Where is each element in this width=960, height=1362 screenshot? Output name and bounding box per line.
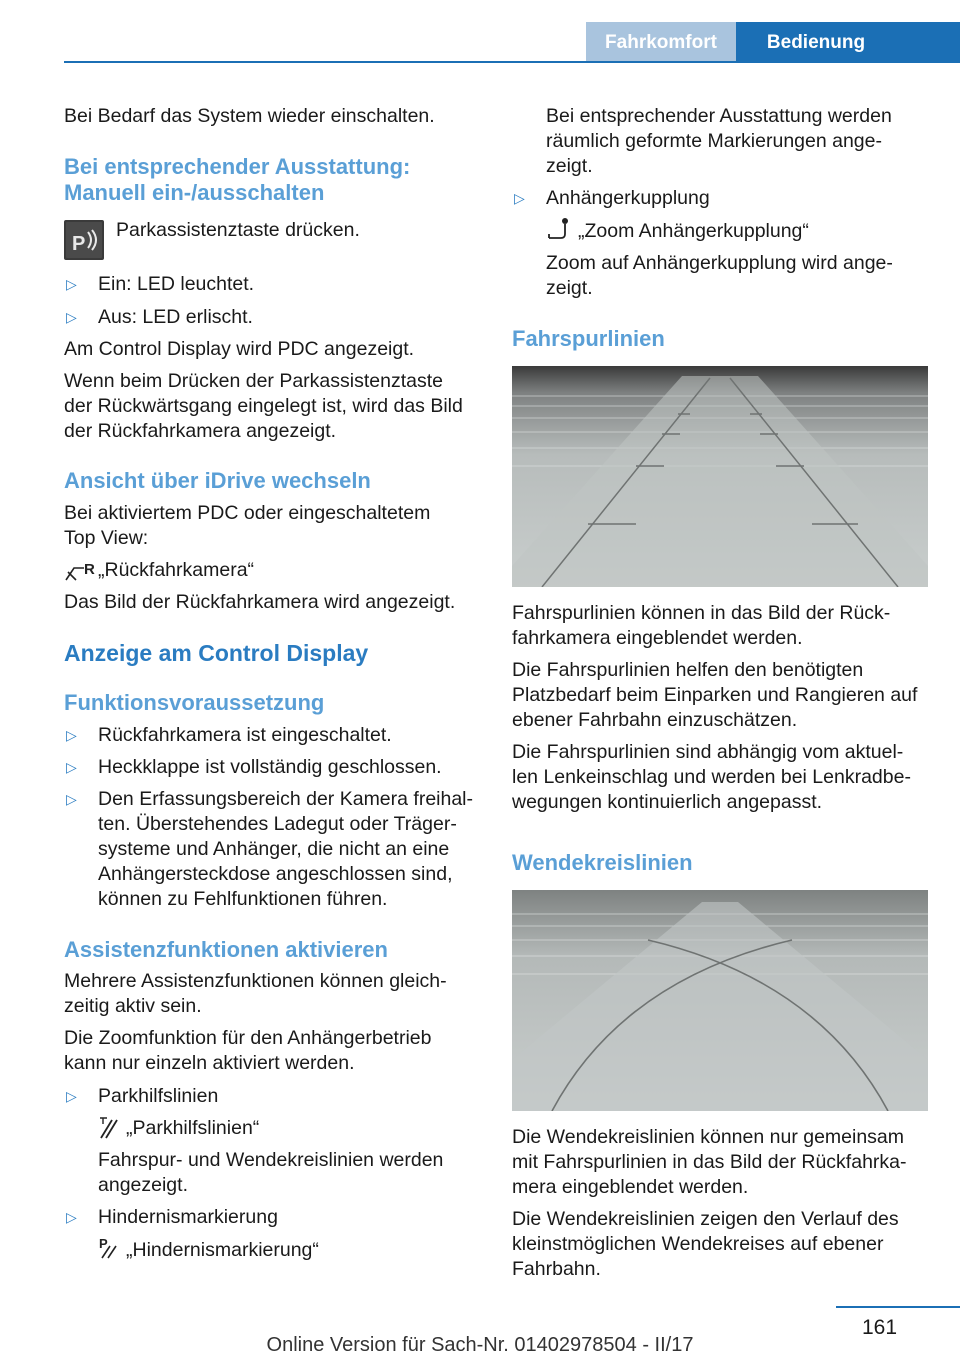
paragraph-line: kann nur einzeln aktiviert werden. — [64, 1052, 355, 1074]
paragraph-line: der Rückwärtsgang eingelegt ist, wird das Bild — [64, 395, 463, 417]
paragraph-line: Fahrspurlinien können in das Bild der Rück- — [512, 602, 891, 624]
svg-text:P: P — [72, 233, 86, 255]
list-item-line: ten. Überstehendes Ladegut oder Träger- — [98, 813, 457, 835]
paragraph-line: Bei entsprechender Ausstattung werden — [546, 105, 892, 127]
list-item: Ein: LED leuchtet. — [98, 273, 255, 295]
turning-circle-illustration — [512, 890, 928, 1111]
list-item: Rückfahrkamera ist eingeschaltet. — [98, 724, 392, 746]
tab-fahrkomfort: Fahrkomfort — [586, 22, 736, 62]
paragraph-line: Die Wendekreislinien zeigen den Verlauf des — [512, 1208, 899, 1230]
heading-prerequisites: Funktionsvoraussetzung — [64, 690, 325, 715]
list-item-desc-line: zeigt. — [546, 277, 593, 299]
heading-control-display: Anzeige am Control Display — [64, 640, 369, 666]
paragraph-line: zeigt. — [546, 155, 593, 177]
svg-text:R: R — [84, 561, 95, 578]
paragraph: Am Control Display wird PDC angezeigt. — [64, 338, 415, 360]
trailer-hitch-icon — [546, 216, 572, 242]
list-item: Aus: LED erlischt. — [98, 306, 253, 328]
list-item-desc-line: angezeigt. — [98, 1174, 188, 1196]
footer-rule — [836, 1306, 960, 1308]
list-item-line: Anhängersteckdose angeschlossen sind, — [98, 863, 453, 885]
paragraph: Das Bild der Rückfahrkamera wird angezeigt. — [64, 591, 456, 613]
bullet-marker: ▷ — [66, 759, 77, 775]
paragraph-line: mit Fahrspurlinien in das Bild der Rückfahrka- — [512, 1151, 907, 1173]
paragraph-line: len Lenkeinschlag und werden bei Lenkradbe- — [512, 766, 911, 788]
list-item-line: systeme und Anhänger, die nicht an eine — [98, 838, 450, 860]
paragraph-line: Die Wendekreislinien können nur gemeinsam — [512, 1126, 905, 1148]
heading-turning-circle: Wendekreislinien — [512, 850, 693, 875]
parking-lines-icon — [98, 1114, 120, 1140]
bullet-marker: ▷ — [514, 190, 525, 206]
list-item: Heckklappe ist vollständig geschlossen. — [98, 756, 442, 778]
paragraph-line: fahrkamera eingeblendet werden. — [512, 627, 803, 649]
lane-lines-illustration — [512, 366, 928, 587]
list-item-desc-line: Zoom auf Anhängerkupplung wird ange- — [546, 252, 893, 274]
header-rule — [64, 61, 960, 63]
paragraph-line: ebener Fahrbahn einzuschätzen. — [512, 709, 798, 731]
bullet-marker: ▷ — [66, 276, 77, 292]
header-bar-extension — [896, 22, 960, 62]
heading-idrive: Ansicht über iDrive wechseln — [64, 468, 371, 493]
paragraph: Parkassistenztaste drücken. — [116, 219, 360, 241]
paragraph-line: Die Zoomfunktion für den Anhängerbetrieb — [64, 1027, 432, 1049]
paragraph-line: Wenn beim Drücken der Parkassistenztaste — [64, 370, 443, 392]
list-item: Anhängerkupplung — [546, 187, 710, 209]
list-item-line: Den Erfassungsbereich der Kamera freihal- — [98, 788, 474, 810]
heading-lane-lines: Fahrspurlinien — [512, 326, 665, 351]
paragraph-line: kleinstmöglichen Wendekreises auf ebener — [512, 1233, 884, 1255]
list-item: Hindernismarkierung — [98, 1206, 278, 1228]
menu-label: „Hindernismarkierung“ — [126, 1239, 319, 1261]
paragraph-line: Platzbedarf beim Einparken und Rangieren auf — [512, 684, 918, 706]
svg-text:P: P — [99, 1236, 108, 1251]
paragraph-line: Fahrbahn. — [512, 1258, 601, 1280]
obstacle-marking-icon — [98, 1234, 120, 1260]
paragraph-line: wegungen kontinuierlich angepasst. — [512, 791, 823, 813]
paragraph-line: Die Fahrspurlinien sind abhängig vom aktuel- — [512, 741, 904, 763]
tab-bedienung: Bedienung — [736, 22, 896, 62]
list-item-line: können zu Fehlfunktionen führen. — [98, 888, 388, 910]
paragraph-line: der Rückfahrkamera angezeigt. — [64, 420, 337, 442]
bullet-marker: ▷ — [66, 309, 77, 325]
paragraph-line: räumlich geformte Markierungen ange- — [546, 130, 882, 152]
paragraph-line: Top View: — [64, 527, 149, 549]
menu-label: „Zoom Anhängerkupplung“ — [578, 220, 809, 242]
paragraph-line: zeitig aktiv sein. — [64, 995, 202, 1017]
bullet-marker: ▷ — [66, 791, 77, 807]
bullet-marker: ▷ — [66, 727, 77, 743]
paragraph-line: Die Fahrspurlinien helfen den benötigten — [512, 659, 864, 681]
paragraph: Bei Bedarf das System wieder einschalten. — [64, 105, 435, 127]
menu-label: „Parkhilfslinien“ — [126, 1117, 260, 1139]
list-item: Parkhilfslinien — [98, 1085, 219, 1107]
bullet-marker: ▷ — [66, 1088, 77, 1104]
park-assist-button-icon — [64, 220, 104, 260]
paragraph-line: mera eingeblendet werden. — [512, 1176, 749, 1198]
paragraph-line: Bei aktiviertem PDC oder eingeschaltetem — [64, 502, 431, 524]
online-version-footer: Online Version für Sach-Nr. 01402978504 - II/17 — [266, 1334, 694, 1356]
heading-manual-toggle-line2: Manuell ein-/ausschalten — [64, 180, 325, 205]
menu-label: „Rückfahrkamera“ — [98, 559, 255, 581]
paragraph-line: Mehrere Assistenzfunktionen können gleich- — [64, 970, 447, 992]
rear-camera-icon — [64, 558, 100, 584]
bullet-marker: ▷ — [66, 1209, 77, 1225]
heading-manual-toggle-line1: Bei entsprechender Ausstattung: — [64, 154, 411, 179]
list-item-desc-line: Fahrspur- und Wendekreislinien werden — [98, 1149, 444, 1171]
page-number: 161 — [862, 1316, 898, 1339]
heading-assist-functions: Assistenzfunktionen aktivieren — [64, 937, 388, 962]
